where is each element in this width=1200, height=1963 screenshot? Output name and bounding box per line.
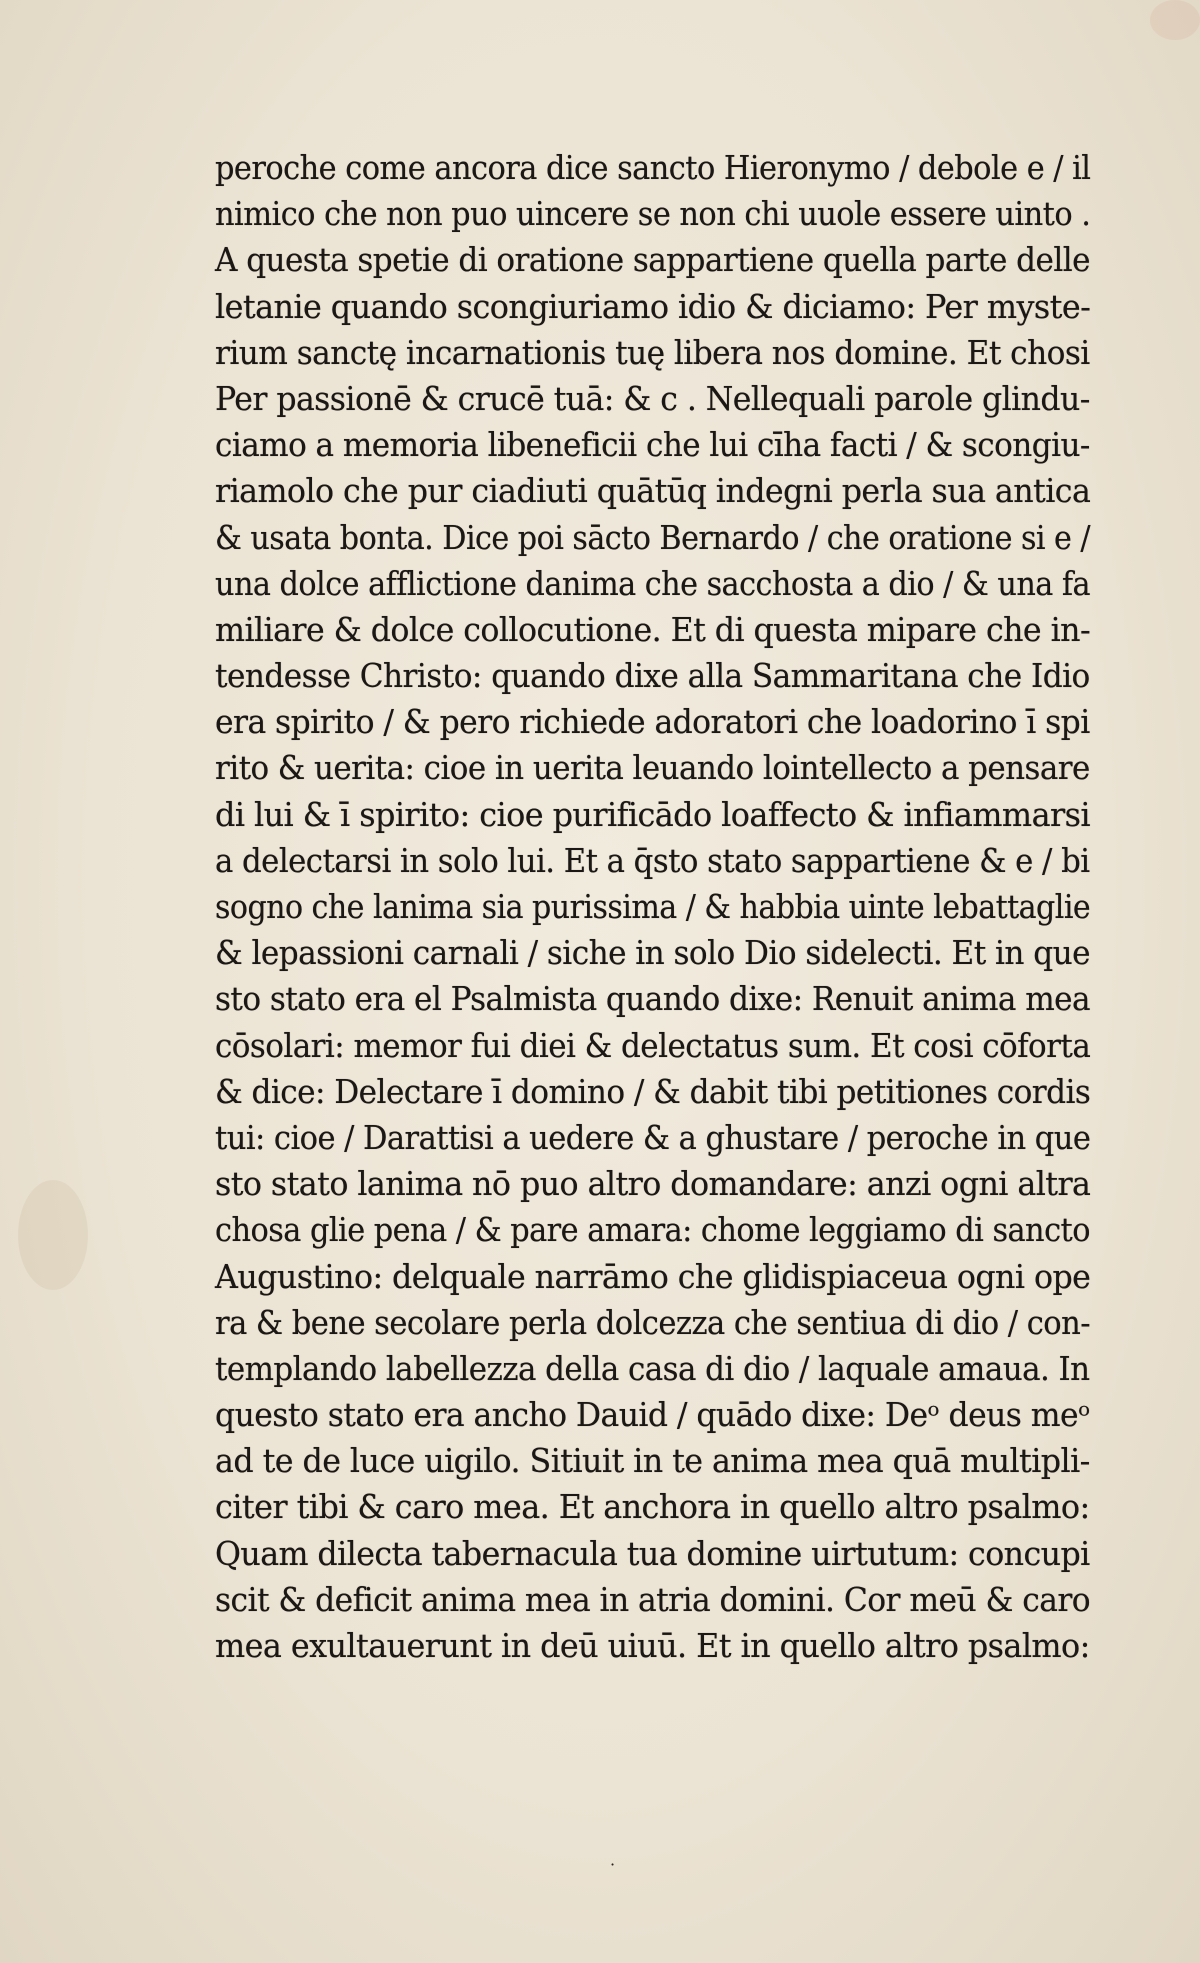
text-line: sto stato era el Psalmista quando dixe: Renuit anima mea <box>215 979 1091 1019</box>
text-line: letanie quando scongiuriamo idio & diciamo: Per myste- <box>215 286 1091 326</box>
text-line: tendesse Christo: quando dixe alla Sammaritana che Idio <box>215 656 1090 696</box>
text-line: A questa spetie di oratione sappartiene quella parte delle <box>215 240 1090 280</box>
text-line: tui: cioe / Darattisi a uedere & a ghustare / peroche in que <box>215 1117 1091 1157</box>
text-line: chosa glie pena / & pare amara: chome leggiamo di sancto <box>215 1210 1090 1250</box>
footer-mark: · <box>610 1855 616 1874</box>
text-line: riamolo che pur ciadiuti quātūq indegni perla sua antica <box>215 471 1091 511</box>
text-line: questo stato era ancho Dauid / quādo dixe: Deᵒ deus meᵒ <box>215 1395 1090 1435</box>
paper-stain <box>18 1180 88 1290</box>
text-line: Augustino: delquale narrāmo che glidispiaceua ogni ope <box>215 1256 1091 1296</box>
text-line: & usata bonta. Dice poi sācto Bernardo / che oratione si e / <box>215 517 1091 557</box>
text-line: rito & uerita: cioe in uerita leuando lointellecto a pensare <box>215 748 1090 788</box>
text-line: cōsolari: memor fui diei & delectatus sum. Et cosi cōforta <box>215 1025 1091 1065</box>
text-line: mea exultauerunt in deū uiuū. Et in quello altro psalmo: <box>215 1626 1090 1665</box>
text-line: scit & deficit anima mea in atria domini. Cor meū & caro <box>215 1579 1091 1619</box>
text-line: peroche come ancora dice sancto Hieronymo / debole e / il <box>215 148 1091 187</box>
text-line: & lepassioni carnali / siche in solo Dio sidelecti. Et in que <box>215 933 1090 973</box>
text-line: ad te de luce uigilo. Sitiuit in te anima mea quā multipli- <box>215 1441 1090 1481</box>
text-line: & dice: Delectare ī domino / & dabit tibi petitiones cordis <box>215 1071 1091 1111</box>
text-line: Quam dilecta tabernacula tua domine uirtutum: concupi <box>215 1533 1090 1573</box>
text-line: Per passionē & crucē tuā: & c . Nellequali parole glindu- <box>215 378 1090 418</box>
text-line: era spirito / & pero richiede adoratori che loadorino ī spi <box>215 702 1090 742</box>
text-line: di lui & ī spirito: cioe purificādo loaffecto & infiammarsi <box>215 794 1091 834</box>
text-line: sto stato lanima nō puo altro domandare: anzi ogni altra <box>215 1164 1091 1204</box>
text-line: rium sanctę incarnationis tuę libera nos domine. Et chosi <box>215 332 1090 372</box>
text-line: sogno che lanima sia purissima / & habbia uinte lebattaglie <box>215 887 1091 926</box>
text-block <box>215 145 1095 1669</box>
text-line: una dolce afflictione danima che sacchosta a dio / & una fa <box>215 563 1091 603</box>
paper-stain <box>1150 0 1200 40</box>
text-line: citer tibi & caro mea. Et anchora in quello altro psalmo: <box>215 1487 1090 1527</box>
text-line: ra & bene secolare perla dolcezza che sentiua di dio / con- <box>215 1302 1091 1342</box>
text-line: templando labellezza della casa di dio / laquale amaua. In <box>215 1348 1090 1388</box>
text-line: ciamo a memoria libeneficii che lui cīha facti / & scongiu- <box>215 425 1090 465</box>
text-line: nimico che non puo uincere se non chi uuole essere uinto . <box>215 194 1091 234</box>
text-line: miliare & dolce collocutione. Et di questa mipare che in- <box>215 609 1091 649</box>
text-line: a delectarsi in solo lui. Et a q̄sto stato sappartiene & e / bi <box>215 840 1090 880</box>
